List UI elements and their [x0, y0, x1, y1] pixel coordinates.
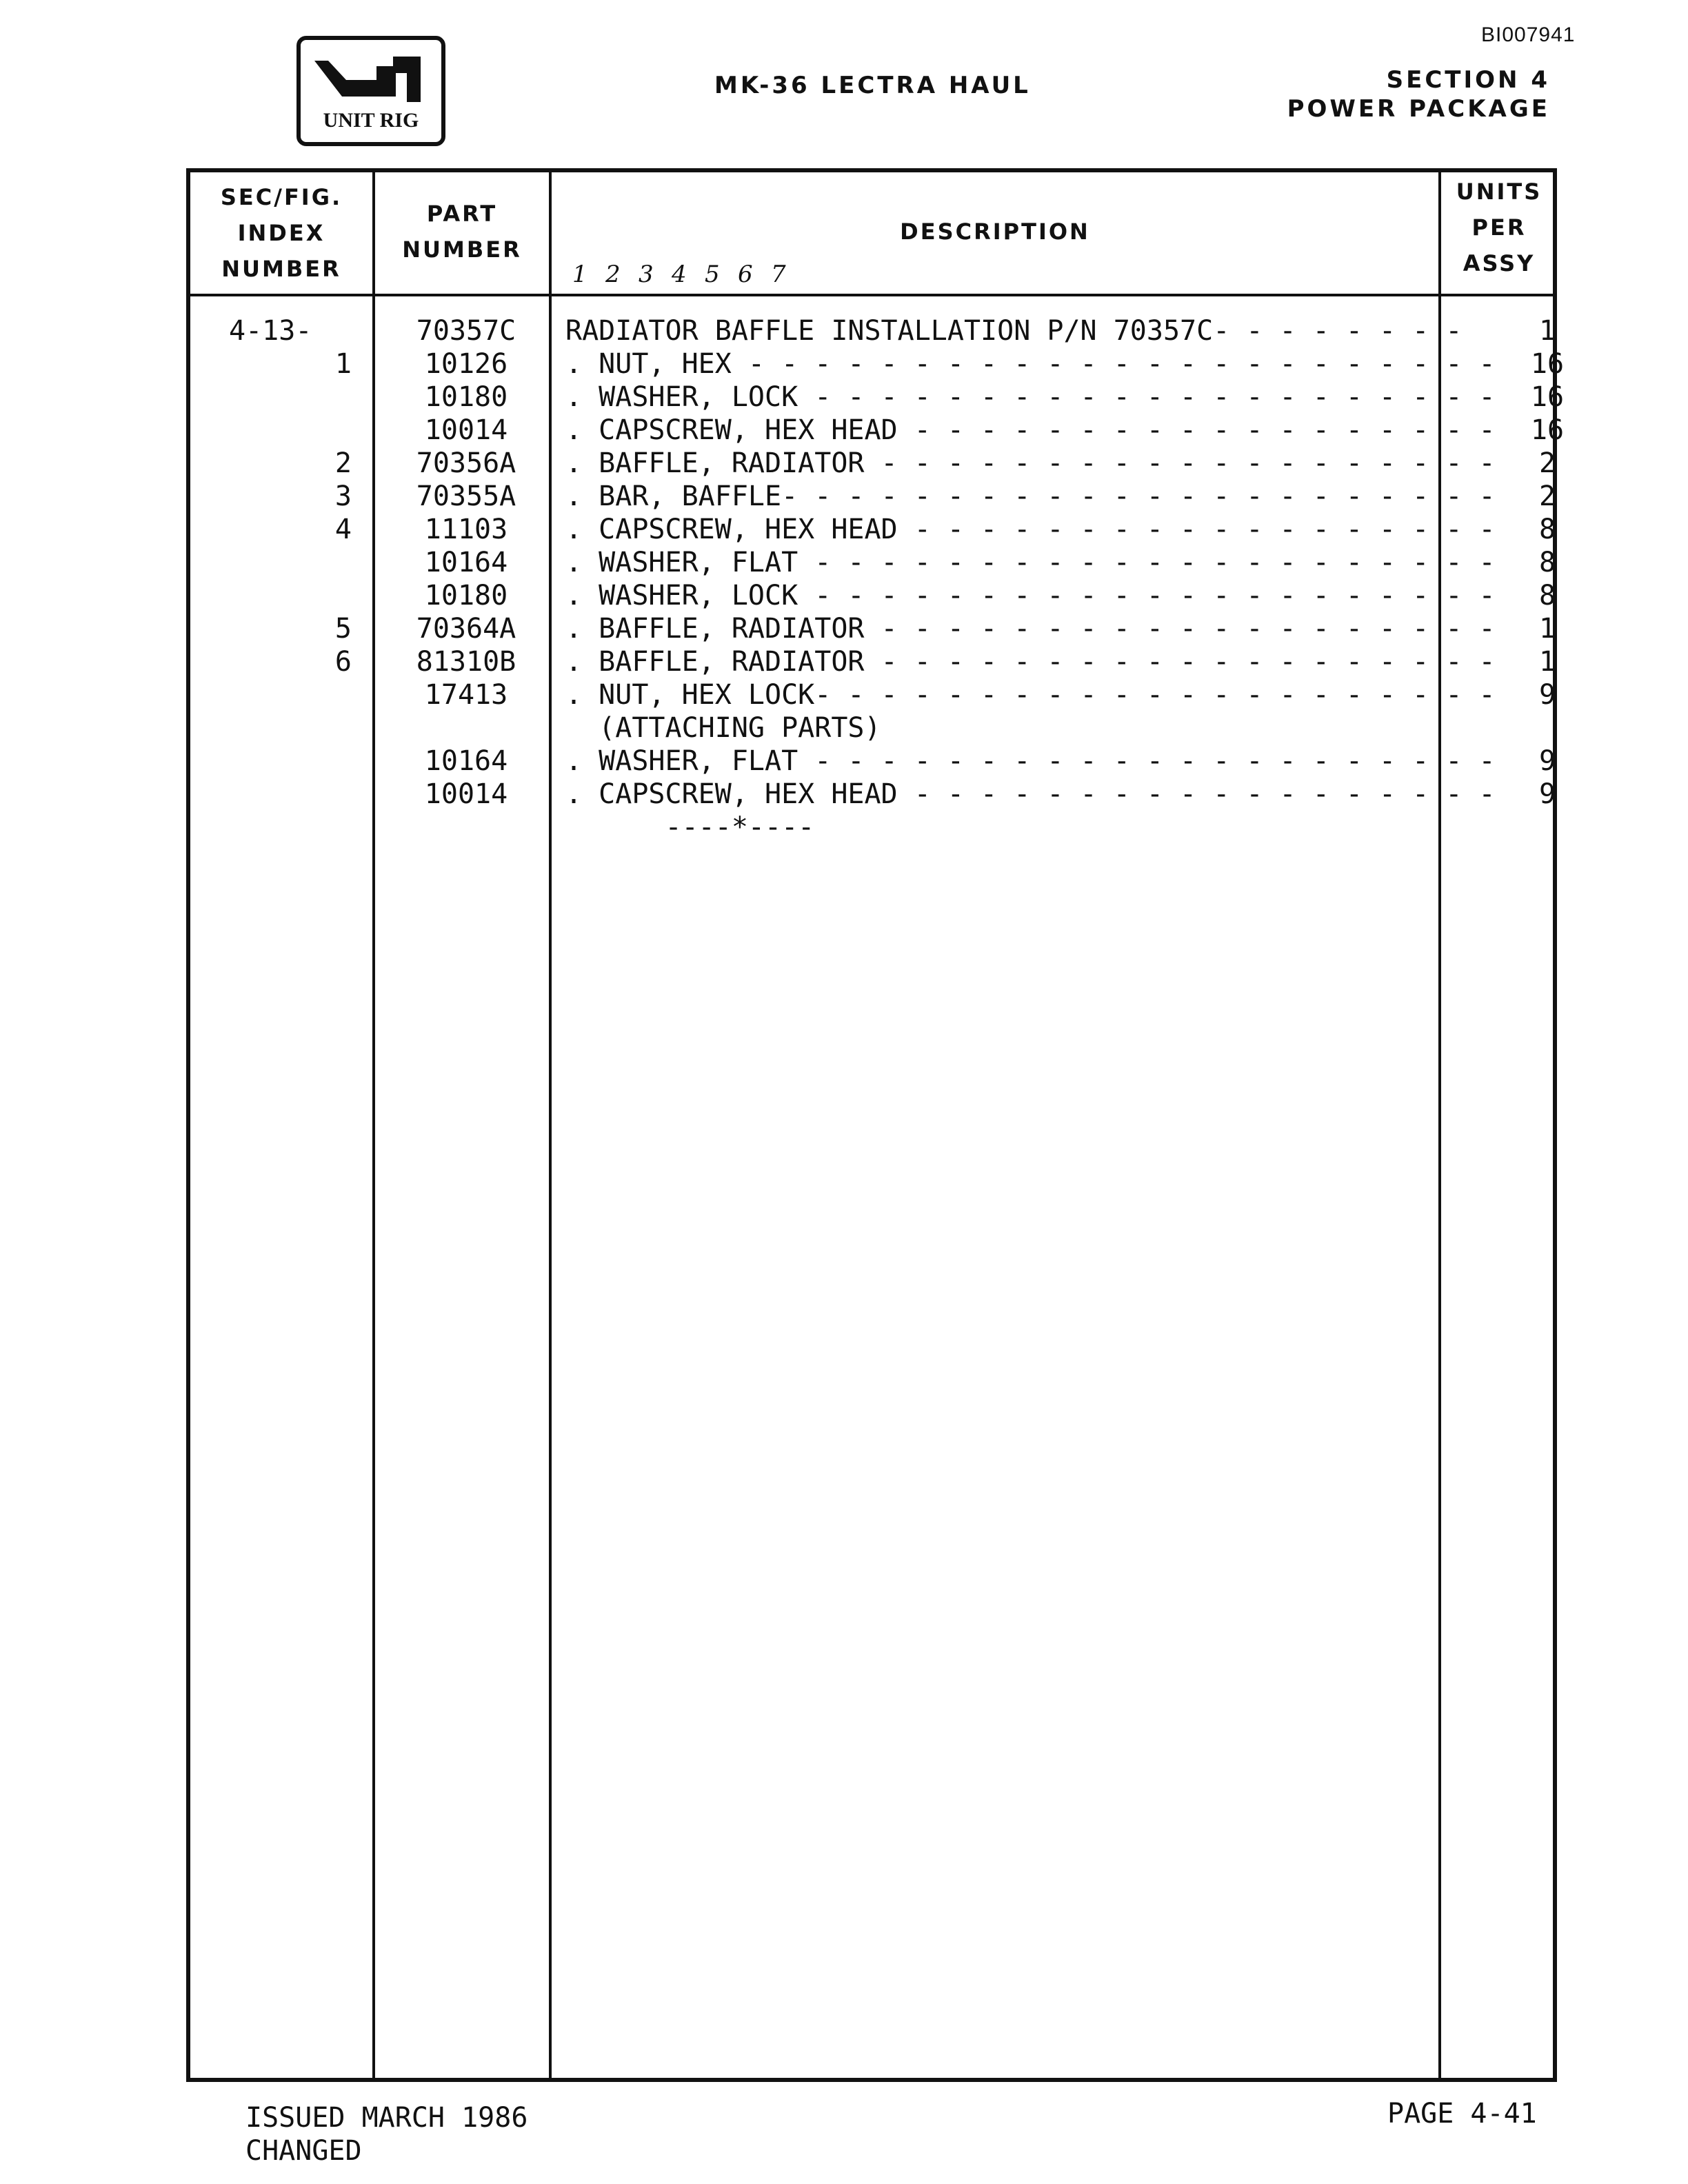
description: . WASHER, FLAT - - - - - - - - - - - - - - - - - - - - -	[565, 745, 1496, 777]
units-per-assy: 9	[1538, 778, 1556, 810]
column-divider	[549, 172, 552, 2078]
description: . CAPSCREW, HEX HEAD - - - - - - - - - - - - - - - - - -	[565, 414, 1496, 446]
part-number: 10164	[424, 745, 508, 777]
description: . WASHER, LOCK - - - - - - - - - - - - - - - - - - - - -	[565, 580, 1496, 611]
description: RADIATOR BAFFLE INSTALLATION P/N 70357C- - - - - - - -	[565, 315, 1463, 347]
part-number: 10180	[424, 381, 508, 413]
units-per-assy: 2	[1538, 447, 1556, 479]
indent-level: 2	[605, 261, 621, 288]
units-per-assy: 9	[1538, 745, 1556, 777]
part-number: 70364A	[416, 613, 516, 645]
indent-level: 3	[639, 261, 654, 288]
col-header-index-line: NUMBER	[221, 256, 341, 282]
section-label: SECTION 4	[1386, 66, 1550, 94]
index-number: 2	[334, 447, 352, 479]
logo-text: UNIT RIG	[323, 109, 419, 132]
index-number: 1	[334, 348, 352, 380]
index-number: 3	[334, 481, 352, 512]
issued-date: ISSUED MARCH 1986	[245, 2102, 528, 2134]
col-header-index-line: SEC/FIG.	[220, 184, 343, 210]
page-number: PAGE 4-41	[1387, 2098, 1537, 2130]
part-number: 70355A	[416, 481, 516, 512]
indent-level: 6	[738, 261, 753, 288]
part-number: 10126	[424, 348, 508, 380]
parts-table	[186, 168, 1565, 2082]
unit-rig-logo	[297, 36, 445, 146]
units-per-assy: 1	[1538, 613, 1556, 645]
description: . NUT, HEX - - - - - - - - - - - - - - - - - - - - - - -	[565, 348, 1496, 380]
description: . CAPSCREW, HEX HEAD - - - - - - - - - - - - - - - - - -	[565, 778, 1496, 810]
col-header-units-line: PER	[1471, 214, 1527, 241]
part-number: 10180	[424, 580, 508, 611]
indent-level: 5	[705, 261, 720, 288]
index-number: 4	[334, 514, 352, 545]
description: . BAR, BAFFLE- - - - - - - - - - - - - - - - - - - - - -	[565, 481, 1496, 512]
description: ----*----	[565, 811, 815, 843]
description: . BAFFLE, RADIATOR - - - - - - - - - - - - - - - - - - -	[565, 646, 1496, 678]
manual-title: MK-36 LECTRA HAUL	[714, 72, 1031, 99]
units-per-assy: 1	[1538, 315, 1556, 347]
description: . CAPSCREW, HEX HEAD - - - - - - - - - - - - - - - - - -	[565, 514, 1496, 545]
description: . BAFFLE, RADIATOR - - - - - - - - - - - - - - - - - - -	[565, 613, 1496, 645]
units-per-assy: 2	[1538, 481, 1556, 512]
index-number: 6	[334, 646, 352, 678]
col-header-part-line: PART	[426, 201, 498, 227]
header-divider	[190, 294, 1553, 296]
part-number: 81310B	[416, 646, 516, 678]
col-header-units-line: ASSY	[1463, 250, 1536, 276]
part-number: 10164	[424, 547, 508, 578]
part-number: 17413	[424, 679, 508, 711]
units-per-assy: 16	[1530, 381, 1565, 413]
indent-level-scale	[572, 261, 804, 288]
logo-mark-icon	[310, 48, 432, 110]
units-per-assy: 8	[1538, 580, 1556, 611]
units-per-assy: 8	[1538, 514, 1556, 545]
col-header-index-line: INDEX	[237, 220, 325, 246]
description: . BAFFLE, RADIATOR - - - - - - - - - - - - - - - - - - -	[565, 447, 1496, 479]
index-number: 5	[334, 613, 352, 645]
col-header-description: DESCRIPTION	[900, 219, 1090, 245]
indent-level: 1	[572, 261, 587, 288]
col-header-index	[190, 179, 372, 287]
units-per-assy: 16	[1530, 414, 1565, 446]
col-header-units	[1441, 174, 1557, 281]
description: . WASHER, FLAT - - - - - - - - - - - - - - - - - - - - -	[565, 547, 1496, 578]
subsection-label: POWER PACKAGE	[1287, 95, 1550, 123]
description: . NUT, HEX LOCK- - - - - - - - - - - - - - - - - - - - -	[565, 679, 1496, 711]
column-divider	[372, 172, 375, 2078]
units-per-assy: 8	[1538, 547, 1556, 578]
part-number: 10014	[424, 778, 508, 810]
document-id: BI007941	[1481, 23, 1576, 46]
units-per-assy: 1	[1538, 646, 1556, 678]
indent-level: 7	[771, 261, 786, 288]
part-number: 70357C	[416, 315, 516, 347]
part-number: 70356A	[416, 447, 516, 479]
indent-level: 4	[672, 261, 687, 288]
units-per-assy: 16	[1530, 348, 1565, 380]
part-number: 10014	[424, 414, 508, 446]
col-header-units-line: UNITS	[1456, 179, 1543, 205]
description: (ATTACHING PARTS)	[565, 712, 881, 744]
part-number: 11103	[424, 514, 508, 545]
index-number: 4-13-	[229, 315, 312, 347]
description: . WASHER, LOCK - - - - - - - - - - - - - - - - - - - - -	[565, 381, 1496, 413]
units-per-assy: 9	[1538, 679, 1556, 711]
changed-label: CHANGED	[245, 2135, 362, 2167]
col-header-part	[375, 196, 549, 267]
col-header-part-line: NUMBER	[402, 236, 522, 263]
